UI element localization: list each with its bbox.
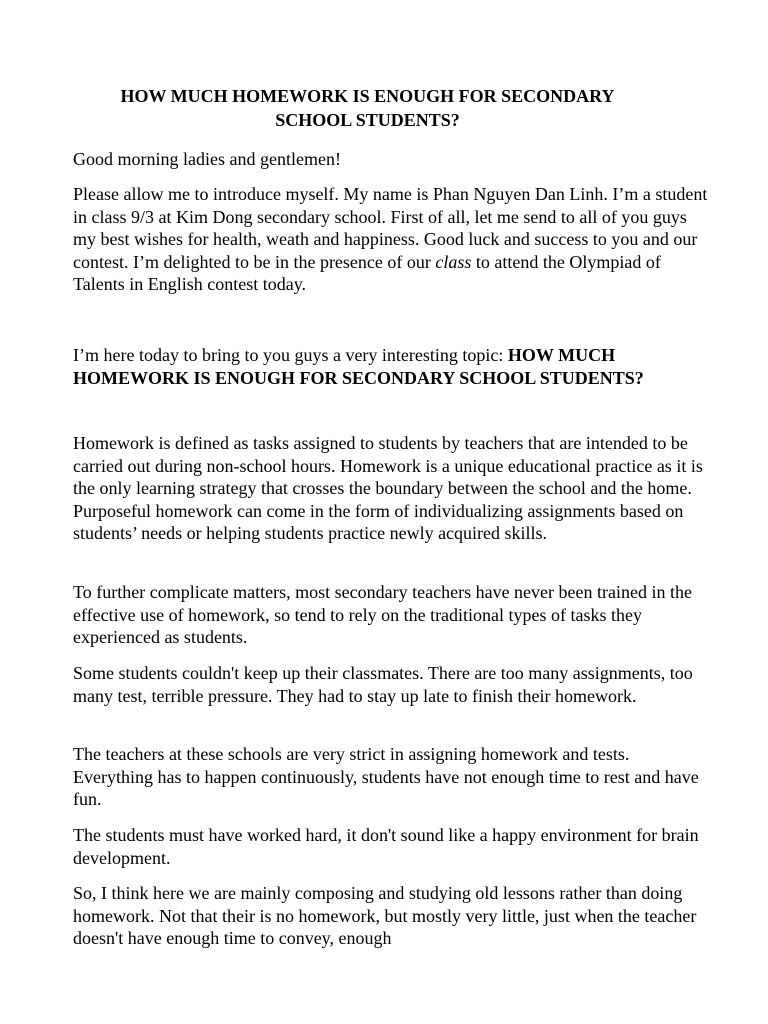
intro-paragraph xyxy=(73,183,713,296)
topic-text xyxy=(73,344,713,389)
paragraph-teachers-training xyxy=(73,581,713,649)
paragraph-text: Some students couldn't keep up their classmates. There are too many assignments, too many test, terrible pressure. They had to stay up late to finish their homework. xyxy=(73,663,693,706)
topic-bold-title: HOW MUCH HOMEWORK IS ENOUGH FOR SECONDARY SCHOOL STUDENTS? xyxy=(73,345,644,388)
paragraph-text: To further complicate matters, most secondary teachers have never been trained in the effective use of homework, so tend to rely on the traditional types of tasks they experienced as students. xyxy=(73,582,692,647)
paragraph-text: So, I think here we are mainly composing and studying old lessons rather than doing homework. Not that their is no homework, but mostly very little, just when the teacher doesn't have enough time to convey, enough xyxy=(73,883,697,948)
topic-paragraph xyxy=(73,344,713,389)
paragraph-students-pressure xyxy=(73,662,713,707)
title-line-2: SCHOOL STUDENTS? xyxy=(275,110,460,130)
intro-text-start: Please allow me to introduce myself. My name is Phan Nguyen Dan Linh. I’m a student in class 9/3 at Kim Dong secondary school. First of all, let me send to all of you guys my best wishes for health, weath and happiness. Good luck and success to you and our contest. I’m delighted to be in the presence of our xyxy=(73,184,708,272)
greeting-paragraph xyxy=(73,148,713,171)
intro-text-end: to attend the Olympiad of Talents in English contest today. xyxy=(73,251,661,294)
paragraph-conclusion xyxy=(73,882,713,950)
intro-text xyxy=(73,183,713,296)
paragraph-strict-teachers xyxy=(73,743,713,811)
topic-intro-text: I’m here today to bring to you guys a very interesting topic: xyxy=(73,345,508,365)
paragraph-text: Homework is defined as tasks assigned to students by teachers that are intended to be carried out during non-school hours. Homework is a unique educational practice as it is the only learning strategy that crosses the boundary between the school and the home. Purposeful homework can come in the form of individualizing assignments based on students’ needs or helping students practice newly acquired skills. xyxy=(73,433,703,543)
paragraph-text: The students must have worked hard, it don't sound like a happy environment for brain development. xyxy=(73,825,699,868)
greeting-text: Good morning ladies and gentlemen! xyxy=(73,149,341,169)
intro-italic-word: class xyxy=(435,251,472,272)
paragraph-homework-definition xyxy=(73,432,713,545)
paragraph-text: The teachers at these schools are very strict in assigning homework and tests. Everything has to happen continuously, students have not enough time to rest and have fun. xyxy=(73,744,699,809)
document-title xyxy=(60,84,675,132)
paragraph-brain-development xyxy=(73,824,713,869)
title-line-1: HOW MUCH HOMEWORK IS ENOUGH FOR SECONDARY xyxy=(120,86,615,106)
